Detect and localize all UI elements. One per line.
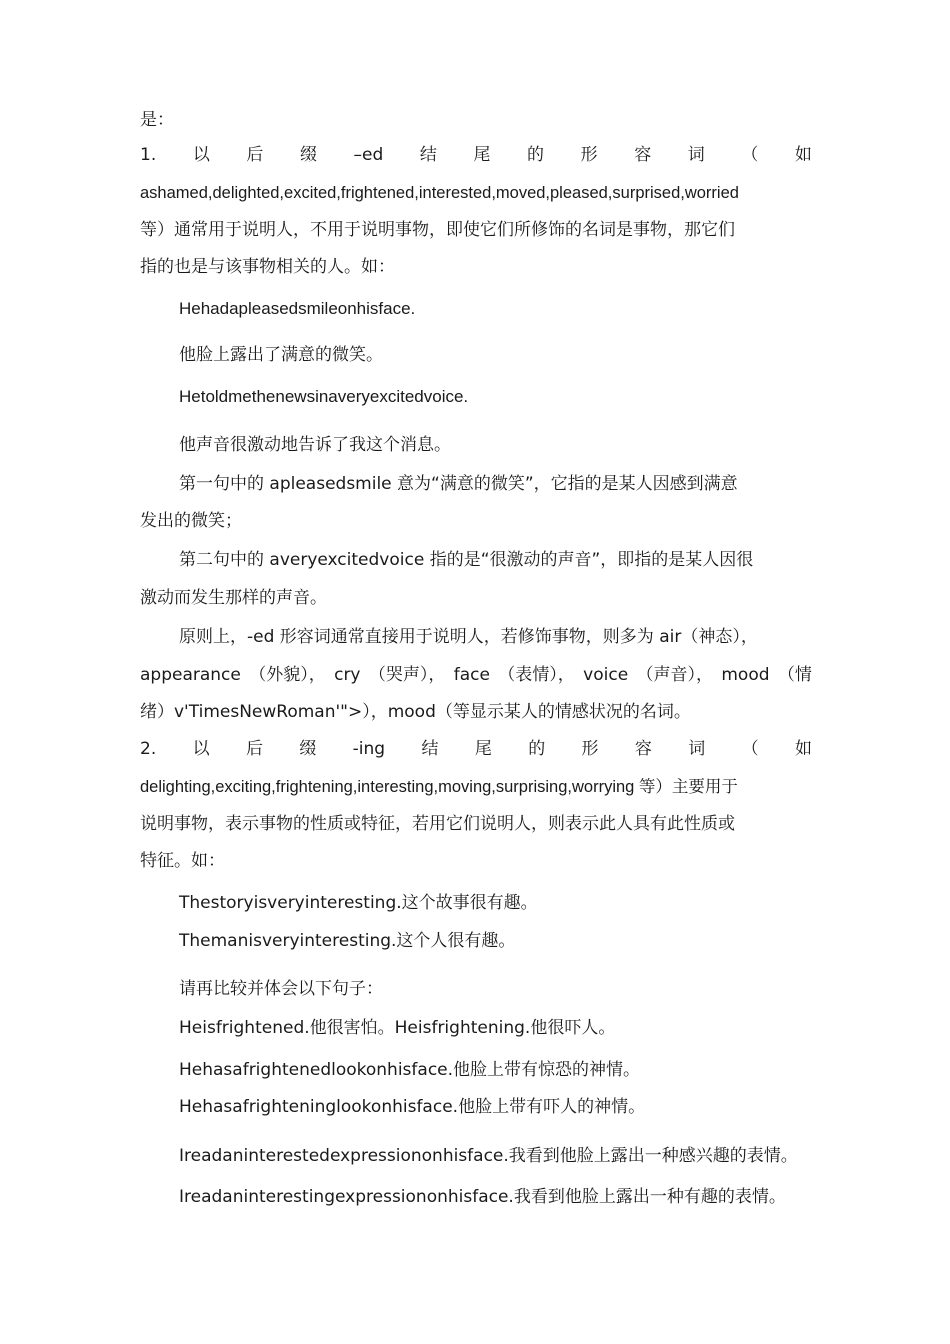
noun-token: appearance xyxy=(140,665,241,685)
gloss-token: （表情）， xyxy=(498,665,575,685)
section1-text-line: 等）通常用于说明人，不用于说明事物，即使它们所修饰的名词是事物，那它们 xyxy=(140,220,735,240)
heading-token: 尾 xyxy=(473,145,491,165)
heading-token: –ed xyxy=(353,145,384,165)
compare-sentence: Ireadaninterestedexpressiononhisface.我看到他脸上露出一种感兴趣的表情。 xyxy=(179,1146,798,1166)
heading-token: 以 xyxy=(192,739,210,759)
example-sentence-cn: 他声音很激动地告诉了我这个消息。 xyxy=(179,435,451,455)
heading-token: 后 xyxy=(246,145,264,165)
noun-token: voice xyxy=(583,665,629,685)
section2-word-list: delighting,exciting,frightening,interesting,moving,surprising,worrying 等）主要用于 xyxy=(140,778,738,796)
compare-prompt: 请再比较并体会以下句子： xyxy=(179,979,383,999)
heading-token: 结 xyxy=(421,739,439,759)
heading-token: 形 xyxy=(581,739,599,759)
compare-sentence: Hehasafrighteninglookonhisface.他脸上带有吓人的神情。 xyxy=(179,1097,646,1117)
gloss-token: （情 xyxy=(777,665,812,685)
heading-token: -ing xyxy=(352,739,386,759)
heading-token: 2. xyxy=(140,739,157,759)
heading-token: 容 xyxy=(634,739,652,759)
heading-token: 以 xyxy=(192,145,210,165)
example-sentence-cn: 他脸上露出了满意的微笑。 xyxy=(179,345,383,365)
noun-token: face xyxy=(453,665,490,685)
heading-token: 缀 xyxy=(299,145,317,165)
heading-token: （ xyxy=(741,145,759,165)
explanation-line: 第二句中的 averyexcitedvoice 指的是“很激动的声音”，即指的是某人因很 xyxy=(179,550,754,570)
heading-token: 尾 xyxy=(474,739,492,759)
principle-line-justified xyxy=(140,663,812,687)
principle-line: 绪）v'TimesNewRoman'">），mood（等显示某人的情感状况的名词。 xyxy=(140,702,691,722)
explanation-line: 第一句中的 apleasedsmile 意为“满意的微笑”，它指的是某人因感到满意 xyxy=(179,474,738,494)
heading-token: 词 xyxy=(688,739,706,759)
noun-token: mood xyxy=(721,665,770,685)
compare-sentence: Heisfrightened.他很害怕。Heisfrightening.他很吓人。 xyxy=(179,1018,616,1038)
heading-token: 如 xyxy=(794,145,812,165)
heading-token: （ xyxy=(741,739,759,759)
gloss-token: （哭声）， xyxy=(368,665,446,685)
example-sentence: Thestoryisveryinteresting.这个故事很有趣。 xyxy=(179,893,538,913)
heading-token: 缀 xyxy=(299,739,317,759)
gloss-token: （声音）， xyxy=(636,665,714,685)
heading-token: 的 xyxy=(528,739,546,759)
noun-token: cry xyxy=(334,665,361,685)
example-sentence-en: Hetoldmethenewsinaveryexcitedvoice. xyxy=(179,387,469,406)
principle-line: 原则上，-ed 形容词通常直接用于说明人，若修饰事物，则多为 air（神态）， xyxy=(179,627,758,647)
section2-heading-line xyxy=(140,737,812,761)
compare-sentence: Hehasafrightenedlookonhisface.他脸上带有惊恐的神情。 xyxy=(179,1060,641,1080)
example-sentence: Themanisveryinteresting.这个人很有趣。 xyxy=(179,931,516,951)
heading-token: 结 xyxy=(419,145,437,165)
explanation-line: 发出的微笑； xyxy=(140,511,242,531)
gloss-token: （外貌）， xyxy=(249,665,326,685)
intro-text: 是： xyxy=(140,110,174,130)
section1-word-list: ashamed,delighted,excited,frightened,interested,moved,pleased,surprised,worried xyxy=(140,184,739,202)
compare-sentence: Ireadaninterestingexpressiononhisface.我看到他脸上露出一种有趣的表情。 xyxy=(179,1187,786,1207)
section1-heading-line xyxy=(140,143,812,167)
heading-token: 词 xyxy=(687,145,705,165)
section2-text-line: 特征。如： xyxy=(140,851,225,871)
heading-token: 的 xyxy=(527,145,545,165)
heading-token: 1. xyxy=(140,145,157,165)
heading-token: 容 xyxy=(634,145,652,165)
heading-token: 如 xyxy=(794,739,812,759)
explanation-line: 激动而发生那样的声音。 xyxy=(140,588,327,608)
example-sentence-en: Hehadapleasedsmileonhisface. xyxy=(179,299,416,318)
section1-text-line: 指的也是与该事物相关的人。如： xyxy=(140,257,395,277)
heading-token: 形 xyxy=(580,145,598,165)
section2-text-line: 说明事物，表示事物的性质或特征，若用它们说明人，则表示此人具有此性质或 xyxy=(140,814,735,834)
heading-token: 后 xyxy=(245,739,263,759)
